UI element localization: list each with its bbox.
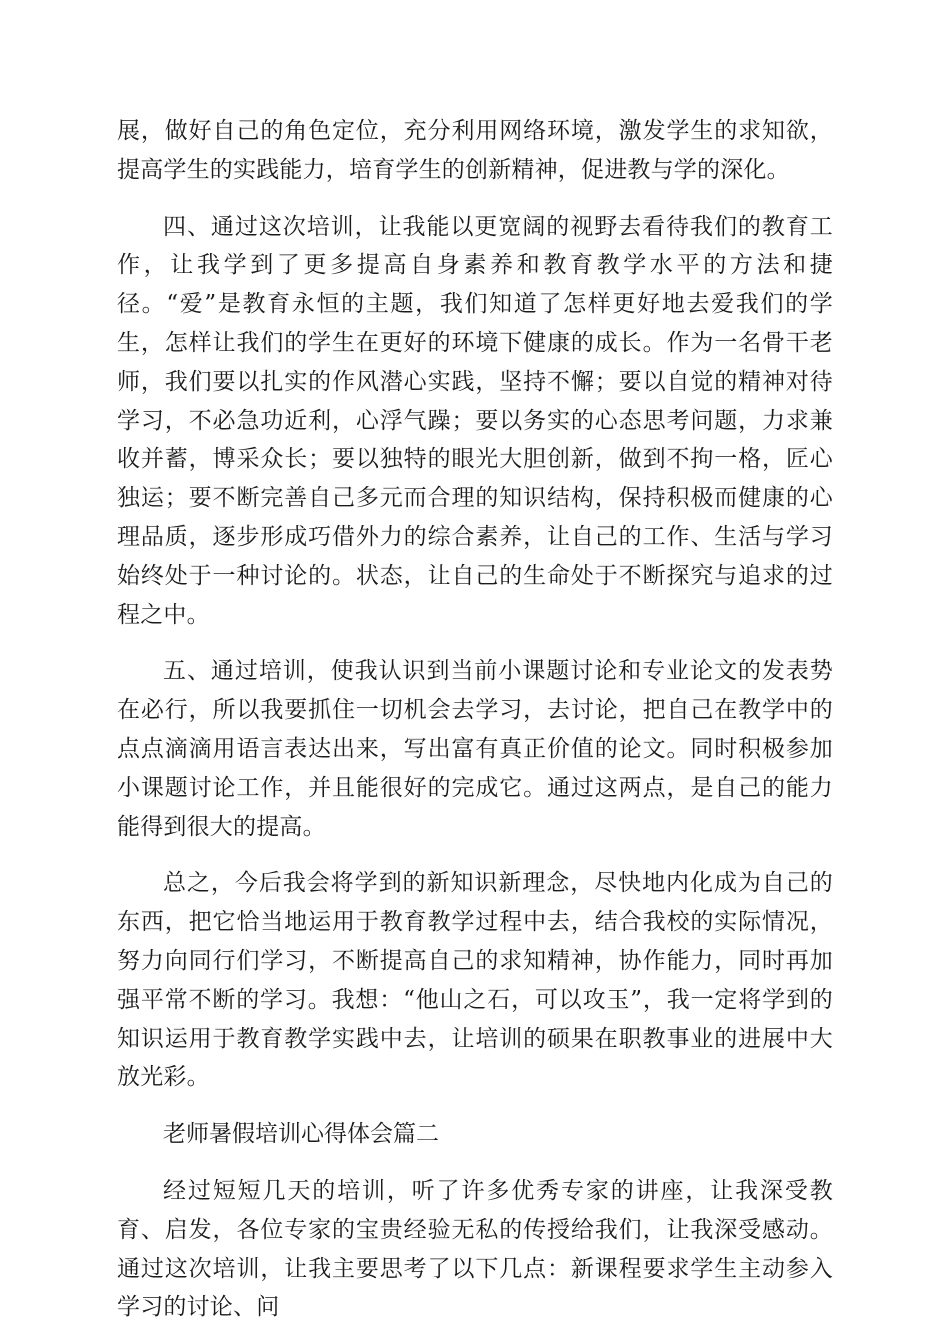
- paragraph-summary: 总之，今后我会将学到的新知识新理念，尽快地内化成为自己的东西，把它恰当地运用于教育教学过程中去，结合我校的实际情况，努力向同行们学习，不断提高自己的求知精神，协作能力，同时再加强平常不断的学习。我想：“他山之石，可以攻玉”，我一定将学到的知识运用于教育教学实践中去，让培训的硕果在职教事业的进展中大放光彩。: [117, 870, 833, 1091]
- paragraph-section-two-intro: 经过短短几天的培训，听了许多优秀专家的讲座，让我深受教育、启发，各位专家的宝贵经验无私的传授给我们，让我深受感动。通过这次培训，让我主要思考了以下几点：新课程要求学生主动参入学习的讨论、问: [117, 1177, 833, 1321]
- section-heading: 老师暑假培训心得体会篇二: [163, 1121, 439, 1148]
- paragraph-point-four: 四、通过这次培训，让我能以更宽阔的视野去看待我们的教育工作，让我学到了更多提高自身素养和教育教学水平的方法和捷径。“爱”是教育永恒的主题，我们知道了怎样更好地去爱我们的学生，怎样让我们的学生在更好的环境下健康的成长。作为一名骨干老师，我们要以扎实的作风潜心实践，坚持不懈；要以自觉的精神对待学习，不必急功近利，心浮气躁；要以务实的心态思考问题，力求兼收并蓄，博采众长；要以独特的眼光大胆创新，做到不拘一格，匠心独运；要不断完善自己多元而合理的知识结构，保持积极而健康的心理品质，逐步形成巧借外力的综合素养，让自己的工作、生活与学习始终处于一种讨论的。状态，让自己的生命处于不断探究与追求的过程之中。: [117, 213, 833, 628]
- paragraph-continued: 展，做好自己的角色定位，充分利用网络环境，激发学生的求知欲，提高学生的实践能力，培育学生的创新精神，促进教与学的深化。: [117, 118, 833, 183]
- paragraph-point-five: 五、通过培训，使我认识到当前小课题讨论和专业论文的发表势在必行，所以我要抓住一切机会去学习，去讨论，把自己在教学中的点点滴滴用语言表达出来，写出富有真正价值的论文。同时积极参加小课题讨论工作，并且能很好的完成它。通过这两点，是自己的能力能得到很大的提高。: [117, 658, 833, 840]
- document-page: [117, 112, 833, 1327]
